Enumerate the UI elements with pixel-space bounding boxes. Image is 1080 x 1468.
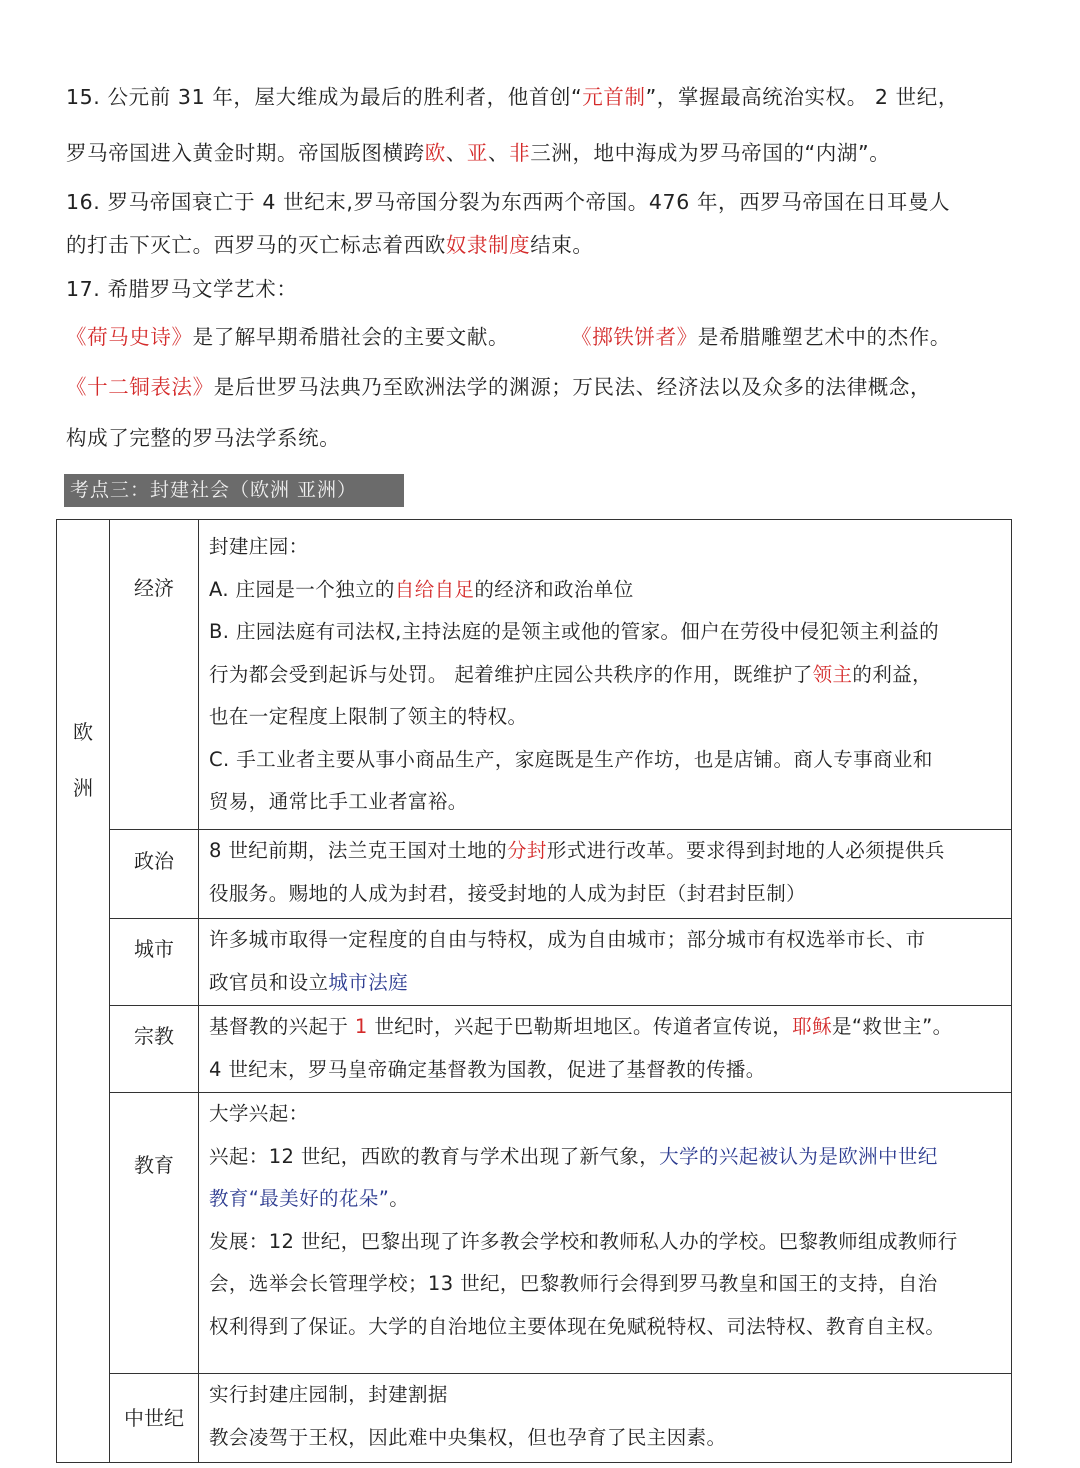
paragraph: 实行封建庄园制，封建割据 (209, 1383, 448, 1406)
topic-label-city: 城市 (134, 937, 174, 961)
topic-cell (110, 1093, 199, 1374)
paragraph: 大学兴起： (209, 1102, 309, 1125)
text-span: 是后世罗马法典乃至欧洲法学的渊源；万民法、经济法以及众多的法律概念， (213, 375, 932, 399)
content-cell (199, 830, 1012, 919)
text-span: A. 庄园是一个独立的 (209, 577, 395, 601)
text-span: 罗马帝国进入黄金时期。帝国版图横跨 (66, 141, 425, 165)
text-span: 15. 公元前 31 年，屋大维成为最后的胜利者，他首创“ (66, 85, 583, 109)
highlight-slavery: 奴隶制度 (445, 233, 531, 257)
paragraph (209, 962, 1003, 1005)
paragraph: C. 手工业者主要从事小商品生产，家庭既是生产作坊，也是店铺。商人专事商业和 (209, 747, 933, 771)
region-char: 欧 (73, 720, 93, 744)
topic-cell (110, 1374, 199, 1463)
paragraph (209, 830, 1003, 873)
paragraph: 会，选举会长管理学校；13 世纪，巴黎教师行会得到罗马教皇和国王的支持，自治 (209, 1272, 938, 1295)
highlight-europe: 欧 (424, 141, 446, 165)
text-span: 世纪时，兴起于巴勒斯坦地区。传道者宣传说， (367, 1015, 793, 1038)
topic-cell (110, 520, 199, 830)
highlight-enfeoffment: 分封 (507, 839, 547, 862)
paragraph (209, 1178, 1003, 1221)
paragraph: 也在一定程度上限制了领主的特权。 (209, 705, 528, 728)
highlight-city-court: 城市法庭 (328, 970, 409, 994)
content-cell (199, 1374, 1012, 1463)
text-span: 形式进行改革。要求得到封地的人必须提供兵 (546, 839, 945, 862)
text-span: 是“救世主”。 (832, 1015, 953, 1038)
topic-cell (110, 830, 199, 919)
item-15-line-1 (66, 80, 959, 110)
text-span: 的经济和政治单位 (474, 577, 634, 601)
topic-label-middle-ages: 中世纪 (124, 1406, 184, 1430)
paragraph (209, 569, 1003, 612)
paragraph: 役服务。赐地的人成为封君，接受封地的人成为封臣（封君封臣制） (209, 881, 807, 905)
text-span: 的打击下灭亡。西罗马的灭亡标志着西欧 (66, 233, 446, 257)
item-17-title: 17. 希腊罗马文学艺术： (66, 277, 298, 301)
text-span: 、 (445, 141, 467, 165)
paragraph: 封建庄园： (209, 535, 309, 558)
content-cell (199, 1093, 1012, 1374)
topic-label-education: 教育 (134, 1153, 174, 1177)
item-17-line-3: 构成了完整的罗马法学系统。 (66, 426, 341, 450)
highlight-discobolus: 《掷铁饼者》 (571, 325, 698, 349)
table-row-politics (57, 830, 1012, 919)
paragraph: 许多城市取得一定程度的自由与特权，成为自由城市；部分城市有权选举市长、市 (209, 928, 926, 951)
table-row-religion (57, 1006, 1012, 1093)
item-15-line-2 (66, 136, 890, 166)
topic-label-economy: 经济 (134, 576, 174, 600)
text-span: 是希腊雕塑艺术中的杰作。 (697, 325, 951, 349)
text-span: 结束。 (530, 233, 594, 257)
paragraph: 贸易，通常比手工业者富裕。 (209, 790, 468, 813)
paragraph: 发展：12 世纪，巴黎出现了许多教会学校和教师私人办的学校。巴黎教师组成教师行 (209, 1229, 958, 1253)
paragraph: 教会凌驾于王权，因此难中央集权，但也孕育了民主因素。 (209, 1425, 727, 1449)
highlight-homer: 《荷马史诗》 (66, 325, 193, 349)
content-cell (199, 919, 1012, 1006)
item-16-line-2 (66, 228, 594, 258)
paragraph: 4 世纪末，罗马皇帝确定基督教为国教，促进了基督教的传播。 (209, 1057, 766, 1081)
highlight-university-rise: 大学的兴起被认为是欧洲中世纪 (659, 1144, 938, 1168)
paragraph: B. 庄园法庭有司法权,主持法庭的是领主或他的管家。佃户在劳役中侵犯领主利益的 (209, 620, 940, 643)
table-row-education (57, 1093, 1012, 1374)
item-17-line-1 (66, 320, 951, 350)
table-row-economy (57, 520, 1012, 830)
item-16-line-1: 16. 罗马帝国衰亡于 4 世纪末,罗马帝国分裂为东西两个帝国。476 年，西罗马帝国在日耳曼人 (66, 190, 951, 214)
region-char: 洲 (73, 776, 93, 800)
topic-cell (110, 919, 199, 1006)
topic-label-politics: 政治 (134, 849, 174, 873)
text-span: 政官员和设立 (209, 970, 329, 994)
item-17-line-2 (66, 370, 931, 400)
paragraph (209, 1136, 1003, 1179)
section-heading: 考点三：封建社会（欧洲 亚洲） (64, 474, 404, 507)
text-span: 三洲，地中海成为罗马帝国的“内湖”。 (530, 141, 891, 165)
topic-label-religion: 宗教 (134, 1024, 174, 1048)
text-span: 。 (389, 1187, 410, 1210)
feudal-society-table (56, 519, 1012, 1463)
text-span: 是了解早期希腊社会的主要文献。 (192, 325, 510, 349)
text-span: 兴起：12 世纪，西欧的教育与学术出现了新气象， (209, 1144, 660, 1168)
highlight-best-flower: 教育“最美好的花朵” (209, 1187, 390, 1210)
paragraph (209, 1006, 1003, 1049)
content-cell (199, 1006, 1012, 1093)
highlight-principate: 元首制 (582, 85, 646, 109)
highlight-asia: 亚 (466, 141, 489, 165)
highlight-self-sufficient: 自给自足 (394, 577, 475, 601)
text-span: 、 (488, 141, 510, 165)
region-label (57, 520, 109, 816)
text-span: 的利益， (852, 662, 933, 686)
text-span: ”，掌握最高统治实权。 2 世纪， (645, 85, 959, 109)
topic-cell (110, 1006, 199, 1093)
text-span: 8 世纪前期，法兰克王国对土地的 (209, 839, 508, 862)
paragraph: 权利得到了保证。大学的自治地位主要体现在免赋税特权、司法特权、教育自主权。 (209, 1314, 946, 1338)
highlight-century-1: 1 (354, 1015, 368, 1038)
paragraph (209, 654, 1003, 697)
text-span: 基督教的兴起于 (209, 1015, 355, 1038)
content-cell (199, 520, 1012, 830)
highlight-africa: 非 (509, 141, 531, 165)
highlight-lord: 领主 (812, 662, 853, 686)
table-row-middle-ages (57, 1374, 1012, 1463)
highlight-jesus: 耶稣 (792, 1015, 833, 1038)
highlight-twelve-tables: 《十二铜表法》 (66, 375, 214, 399)
table-row-city (57, 919, 1012, 1006)
region-cell (57, 520, 110, 1463)
text-span: 行为都会受到起诉与处罚。 起着维护庄园公共秩序的作用，既维护了 (209, 662, 813, 686)
